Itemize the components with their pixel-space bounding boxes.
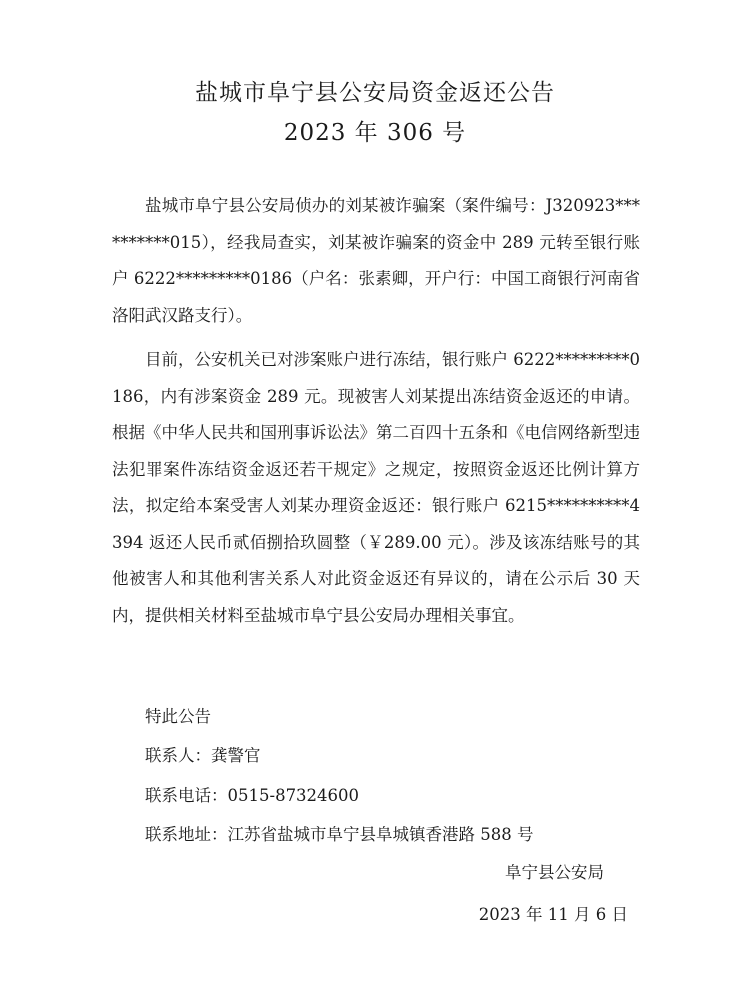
contact-person: 联系人：龚警官 [145, 746, 261, 765]
issuer-signature: 阜宁县公安局 [505, 863, 604, 882]
body-paragraph-case: 盐城市阜宁县公安局侦办的刘某被诈骗案（案件编号：J320923**********015），经我局查实，刘某被诈骗案的资金中 289 元转至银行账户 6222*********0186（户名：张素卿，开户行：中国工商银行河南省洛阳武汉路支行）。 [112, 196, 640, 325]
notice-title: 盐城市阜宁县公安局资金返还公告 [195, 80, 555, 106]
closing-text: 特此公告 [145, 707, 211, 726]
body-paragraph-refund: 目前，公安机关已对涉案账户进行冻结，银行账户 6222*********0186，内有涉案资金 289 元。现被害人刘某提出冻结资金返还的申请。根据《中华人民共和国刑事诉讼法》第二百四十五条和《电信网络新型违法犯罪案件冻结资金返还若干规定》之规定，按照资金返还比例计算方法，拟定给本案受害人刘某办理资金返还：银行账户 6215**********4394 返还人民币贰佰捌拾玖圆整（￥289.00 元）。涉及该冻结账号的其他被害人和其他利害关系人对此资金返还有异议的，请在公示后 30 天内，提供相关材料至盐城市阜宁县公安局办理相关事宜。 [112, 350, 640, 625]
notice-number: 2023 年 306 号 [283, 120, 467, 146]
contact-phone: 联系电话：0515-87324600 [145, 786, 360, 805]
issue-date: 2023 年 11 月 6 日 [478, 905, 628, 924]
contact-address: 联系地址：江苏省盐城市阜宁县阜城镇香港路 588 号 [145, 825, 534, 844]
